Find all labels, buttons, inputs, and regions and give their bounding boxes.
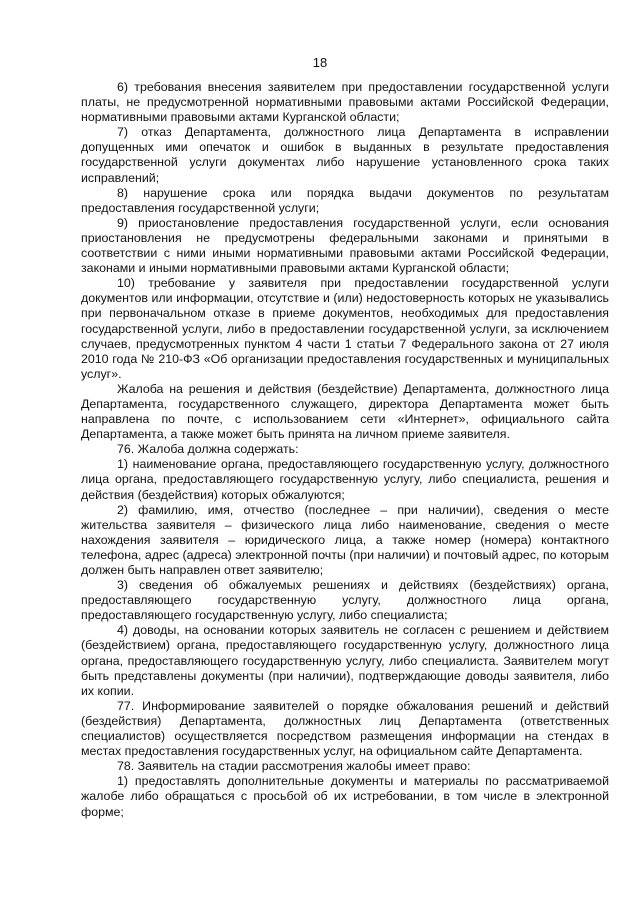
paragraph-10-document-requirement: 10) требование у заявителя при предоставлении государственной услуги документов или информации, отсутствие и (или) недостоверность которых не указывались при первоначальном отказе в приеме документов, необходимых для предоставления государственной услуги, либо в предоставлении государственной услуги, за исключением случаев, предусмотренных пунктом 4 части 1 статьи 7 Федерального закона от 27 июля 2010 года № 210-ФЗ «Об организации предоставления государственных и муниципальных услуг». [81, 276, 609, 381]
paragraph-76-item-4: 4) доводы, на основании которых заявитель не согласен с решением и действием (бездействием) органа, предоставляющего государственную услугу, должностного лица органа, предоставляющего государственную услугу, либо специалиста. Заявителем могут быть представлены документы (при наличии), подтверждающие доводы заявителя, либо их копии. [81, 623, 609, 698]
paragraph-9-suspension: 9) приостановление предоставления государственной услуги, если основания приостановления не предусмотрены федеральными законами и принятыми в соответствии с ними иными нормативными правовыми актами Российской Федерации, законами и иными нормативными правовыми актами Курганской области; [81, 215, 609, 276]
document-body [81, 80, 609, 820]
paragraph-8-issuance-violation: 8) нарушение срока или порядка выдачи документов по результатам предоставления государственной услуги; [81, 185, 609, 215]
page-number: 18 [312, 55, 328, 70]
paragraph-76-item-1: 1) наименование органа, предоставляющего государственную услугу, должностного лица органа, предоставляющего государственную услугу, либо специалиста, решения и действия (бездействия) которых обжалуются; [81, 457, 609, 502]
paragraph-76-item-3: 3) сведения об обжалуемых решениях и действиях (бездействиях) органа, предоставляющего государственную услугу, должностного лица органа, предоставляющего государственную услугу, либо специалиста; [81, 578, 609, 623]
paragraph-76-item-2: 2) фамилию, имя, отчество (последнее – при наличии), сведения о месте жительства заявителя – физического лица либо наименование, сведения о месте нахождения заявителя – юридического лица, а также номер (номера) контактного телефона, адрес (адреса) электронной почты (при наличии) и почтовый адрес, по которым должен быть направлен ответ заявителю; [81, 502, 609, 577]
paragraph-7-refusal-to-correct: 7) отказ Департамента, должностного лица Департамента в исправлении допущенных ими опечаток и ошибок в выданных в результате предоставления государственной услуги документах либо нарушение установленного срока таких исправлений; [81, 125, 609, 185]
paragraph-complaint-submission: Жалоба на решения и действия (бездействие) Департамента, должностного лица Департамента, государственного служащего, директора Департамента может быть направлена по почте, с использованием сети «Интернет», официального сайта Департамента, а также может быть принята на личном приеме заявителя. [81, 381, 609, 442]
paragraph-78-item-1: 1) предоставлять дополнительные документы и материалы по рассматриваемой жалобе либо обращаться с просьбой об их истребовании, в том числе в электронной форме; [81, 774, 609, 819]
paragraph-77: 77. Информирование заявителей о порядке обжалования решений и действий (бездействия) Департамента, должностных лиц Департамента (ответственных специалистов) осуществляется посредством размещения информации на стендах в местах предоставления государственных услуг, на официальном сайте Департамента. [81, 698, 609, 759]
paragraph-78-heading: 78. Заявитель на стадии рассмотрения жалобы имеет право: [117, 759, 471, 774]
paragraph-76-heading: 76. Жалоба должна содержать: [117, 442, 299, 457]
paragraph-6-fee-requirement: 6) требования внесения заявителем при предоставлении государственной услуги платы, не предусмотренной нормативными правовыми актами Российской Федерации, нормативными правовыми актами Курганской области; [81, 80, 609, 125]
